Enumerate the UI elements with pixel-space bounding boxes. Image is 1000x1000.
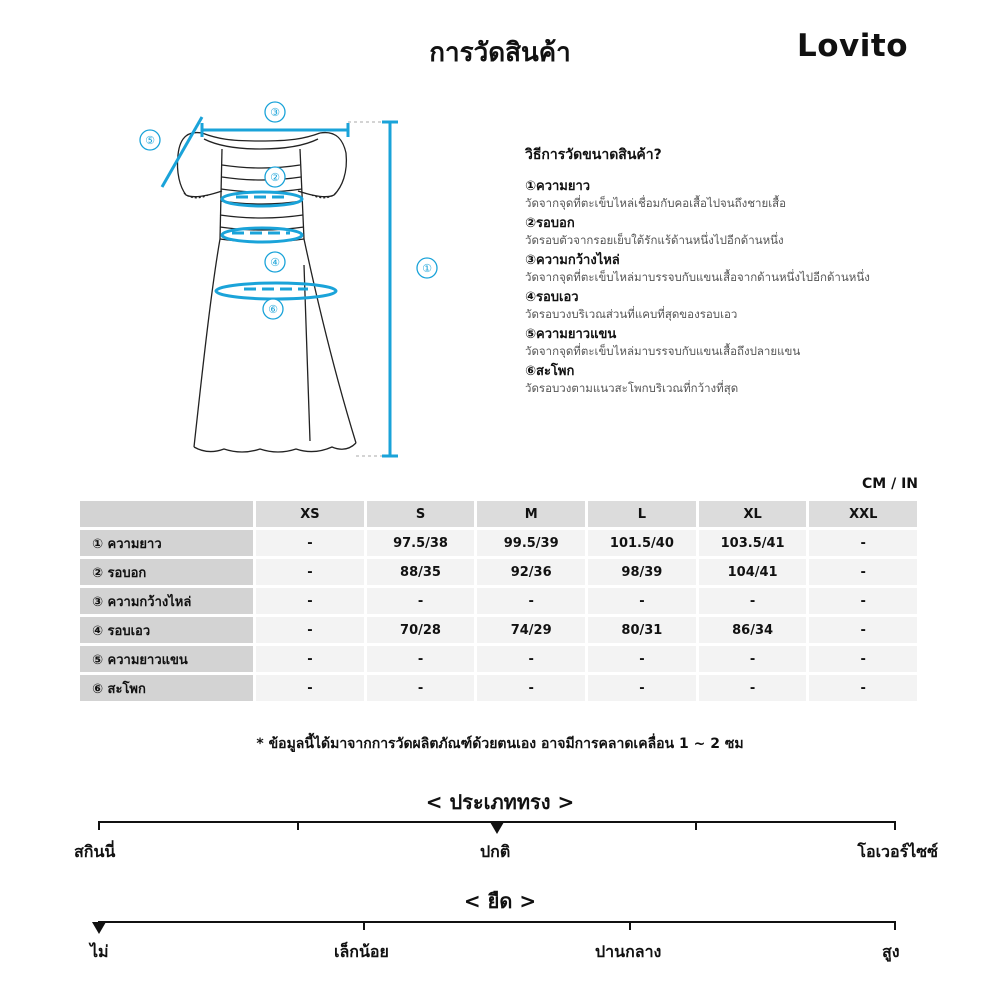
table-cell: 99.5/39: [477, 530, 585, 556]
table-cell: -: [588, 675, 696, 701]
how-to-item-desc: วัดรอบวงตามแนวสะโพกบริเวณที่กว้างที่สุด: [525, 381, 739, 395]
how-to-item: [525, 326, 965, 360]
table-cell: 74/29: [477, 617, 585, 643]
fit-scale-tick: [98, 821, 100, 830]
size-column-header: XXL: [809, 501, 917, 527]
table-cell: -: [256, 559, 363, 585]
table-cell: 97.5/38: [367, 530, 475, 556]
marker-3-label: ③: [270, 106, 280, 119]
stretch-selected-marker: [92, 922, 106, 934]
table-cell: -: [256, 675, 363, 701]
size-column-header: XL: [699, 501, 807, 527]
row-label: ④ รอบเอว: [80, 617, 253, 643]
size-column-header: L: [588, 501, 696, 527]
how-to-item-desc: วัดจากจุดที่ตะเข็บไหล่เชื่อมกับคอเสื้อไปจนถึงชายเสื้อ: [525, 196, 787, 210]
table-cell: -: [477, 675, 585, 701]
fit-scale-tick: [894, 821, 896, 830]
fit-scale-tick: [695, 821, 697, 830]
row-label: ① ความยาว: [80, 530, 253, 556]
table-row: [80, 588, 917, 614]
table-row: [80, 617, 917, 643]
fit-label-oversize: โอเวอร์ไซซ์: [857, 842, 938, 861]
marker-5-label: ⑤: [145, 134, 155, 147]
how-to-item-title: ③ความกว้างไหล่: [525, 253, 620, 268]
table-row: [80, 559, 917, 585]
table-corner-cell: [80, 501, 253, 527]
table-cell: 101.5/40: [588, 530, 696, 556]
stretch-scale-tick: [363, 921, 365, 930]
table-cell: -: [367, 588, 475, 614]
how-to-item-desc: วัดรอบวงบริเวณส่วนที่แคบที่สุดของรอบเอว: [525, 307, 738, 321]
stretch-label-medium: ปานกลาง: [595, 942, 662, 961]
table-cell: -: [809, 530, 917, 556]
table-cell: -: [367, 646, 475, 672]
how-to-item: [525, 252, 965, 286]
table-cell: -: [477, 646, 585, 672]
how-to-item-desc: วัดจากจุดที่ตะเข็บไหล่มาบรรจบกับแขนเสื้อถึงปลายแขน: [525, 344, 801, 358]
table-cell: 86/34: [699, 617, 807, 643]
table-cell: 70/28: [367, 617, 475, 643]
table-cell: -: [809, 588, 917, 614]
fit-label-skinny: สกินนี่: [74, 842, 116, 861]
stretch-scale-line: [98, 921, 896, 923]
table-cell: 104/41: [699, 559, 807, 585]
hip-measure-ellipse: [216, 283, 336, 299]
table-cell: -: [256, 617, 363, 643]
row-label: ② รอบอก: [80, 559, 253, 585]
table-cell: -: [256, 646, 363, 672]
table-cell: -: [809, 559, 917, 585]
size-column-header: XS: [256, 501, 363, 527]
size-column-header: M: [477, 501, 585, 527]
row-label: ⑤ ความยาวแขน: [80, 646, 253, 672]
table-cell: 103.5/41: [699, 530, 807, 556]
table-cell: -: [588, 588, 696, 614]
how-to-item: [525, 363, 965, 397]
row-label: ⑥ สะโพก: [80, 675, 253, 701]
how-to-item-title: ④รอบเอว: [525, 290, 579, 305]
how-to-item-title: ②รอบอก: [525, 216, 575, 231]
table-cell: -: [809, 617, 917, 643]
marker-6-label: ⑥: [268, 303, 278, 316]
size-table: [77, 498, 920, 704]
how-to-item-title: ⑥สะโพก: [525, 364, 575, 379]
marker-4-label: ④: [270, 256, 280, 269]
table-cell: 88/35: [367, 559, 475, 585]
fit-selected-marker: [490, 822, 504, 834]
table-cell: -: [256, 530, 363, 556]
stretch-scale-tick: [894, 921, 896, 930]
table-cell: -: [809, 646, 917, 672]
table-row: [80, 530, 917, 556]
table-cell: -: [588, 646, 696, 672]
how-to-item: [525, 215, 965, 249]
stretch-label-slight: เล็กน้อย: [334, 942, 389, 961]
unit-label: CM / IN: [862, 476, 918, 492]
table-cell: 80/31: [588, 617, 696, 643]
size-header-row: [80, 501, 917, 527]
how-to-item-desc: วัดรอบตัวจากรอยเย็บใต้รักแร้ด้านหนึ่งไปอีกด้านหนึ่ง: [525, 233, 784, 247]
how-to-item-title: ⑤ความยาวแขน: [525, 327, 617, 342]
dress-diagram: [120, 95, 440, 465]
footnote: * ข้อมูลนี้ได้มาจากการวัดผลิตภัณฑ์ด้วยตนเอง อาจมีการคลาดเคลื่อน 1 ~ 2 ซม: [256, 736, 744, 752]
table-cell: -: [477, 588, 585, 614]
measurement-markers: [140, 102, 437, 319]
how-to-item-desc: วัดจากจุดที่ตะเข็บไหล่มาบรรจบกับแขนเสื้อจากด้านหนึ่งไปอีกด้านหนึ่ง: [525, 270, 870, 284]
how-to-heading: วิธีการวัดขนาดสินค้า?: [525, 147, 662, 163]
table-row: [80, 675, 917, 701]
stretch-scale-title: < ยืด >: [463, 889, 537, 913]
table-cell: 92/36: [477, 559, 585, 585]
stretch-label-high: สูง: [882, 942, 900, 961]
marker-2-label: ②: [270, 171, 280, 184]
fit-scale-title: < ประเภททรง >: [425, 790, 575, 814]
table-cell: -: [699, 588, 807, 614]
stretch-scale-tick: [629, 921, 631, 930]
fit-scale-tick: [297, 821, 299, 830]
size-column-header: S: [367, 501, 475, 527]
how-to-item: [525, 178, 965, 212]
fit-label-regular: ปกติ: [480, 842, 511, 861]
row-label: ③ ความกว้างไหล่: [80, 588, 253, 614]
table-cell: -: [256, 588, 363, 614]
how-to-item: [525, 289, 965, 323]
table-cell: 98/39: [588, 559, 696, 585]
table-cell: -: [699, 675, 807, 701]
table-row: [80, 646, 917, 672]
how-to-measure: [525, 144, 965, 400]
brand-logo: Lovito: [796, 28, 908, 64]
table-cell: -: [809, 675, 917, 701]
how-to-item-title: ①ความยาว: [525, 179, 591, 194]
table-cell: -: [699, 646, 807, 672]
table-cell: -: [367, 675, 475, 701]
page-title: การวัดสินค้า: [429, 38, 571, 68]
stretch-label-none: ไม่: [90, 942, 109, 961]
marker-1-label: ①: [422, 262, 432, 275]
sleeve-measure-line: [162, 117, 202, 187]
